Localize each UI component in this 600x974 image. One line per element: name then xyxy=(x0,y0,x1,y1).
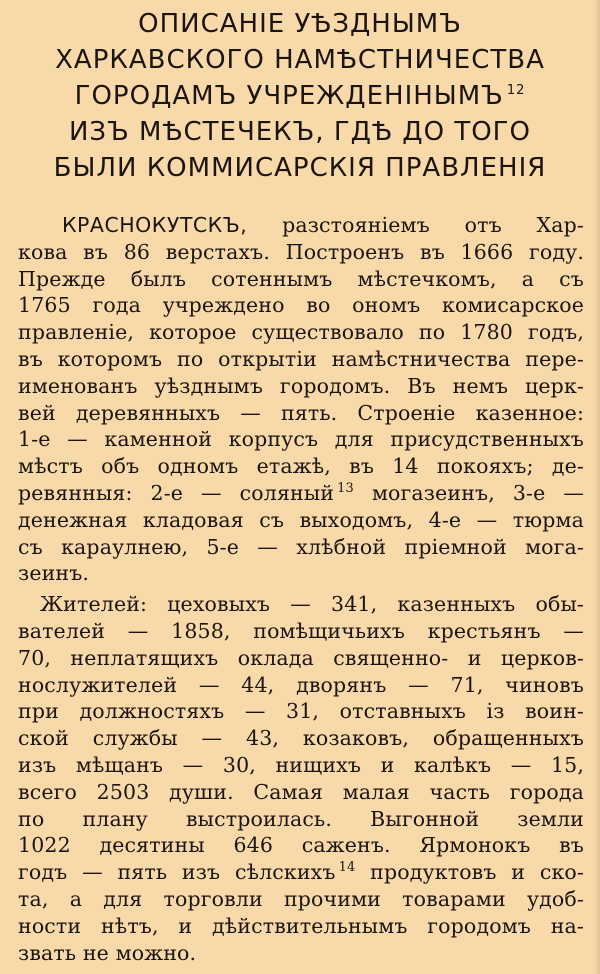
town-name: КРАСНОКУТСКЪ, xyxy=(62,213,248,237)
document-title xyxy=(30,6,570,186)
text-line: ревянныя: 2-е — соляный $^{13}$ могазеинъ, 3-е — xyxy=(18,480,585,505)
text-line: вателей — 1858, помѣщичьихъ крестьянъ — xyxy=(18,618,584,643)
text-line: правленіе, которое существовало по 1780 годъ, xyxy=(18,320,584,345)
text-line: съ караулнею, 5-е — хлѣбной пріемной мога- xyxy=(18,534,584,559)
text-line: кова въ 86 верстахъ. Построенъ въ 1666 году. xyxy=(18,239,584,264)
text-line: мѣстъ объ одномъ етажѣ, въ 14 покояхъ; де- xyxy=(18,454,584,479)
paragraph-1 xyxy=(18,212,584,587)
title-line: ОПИСАНІЕ УѢЗДНЫМЪ xyxy=(138,9,462,39)
text-line: Жителей: цеховыхъ — 341, казенныхъ обы- xyxy=(40,592,584,617)
text-line: 70, неплатящихъ оклада священно- и церков- xyxy=(18,645,584,670)
title-line: ХАРКАВСКОГО НАМѢСТНИЧЕСТВА xyxy=(55,45,545,75)
footnote-marker: 13 xyxy=(337,481,354,497)
text-line: вей деревянныхъ — пять. Строеніе казенное: xyxy=(18,400,584,425)
text-line: денежная кладовая съ выходомъ, 4-е — тюрма xyxy=(18,507,584,532)
footnote-marker: 12 xyxy=(506,83,526,99)
text-line: годъ — пять изъ сѣлскихъ $^{14}$ продуктовъ и ско- xyxy=(18,860,585,885)
text-line: въ которомъ по открытіи намѣстничества пере- xyxy=(18,346,584,371)
page-edge-shadow xyxy=(594,0,600,974)
text-line: по плану выстроилась. Выгонной земли xyxy=(18,806,584,831)
title-line: ИЗЪ МѢСТЕЧЕКЪ, ГДѢ ДО ТОГО xyxy=(68,117,532,147)
text-line: КРАСНОКУТСКЪ, разстояніемъ отъ Хар- xyxy=(62,213,584,237)
document-body xyxy=(18,212,584,966)
paragraph-2 xyxy=(18,591,584,966)
text-line: ности нѣтъ, и дѣйствительнымъ городомъ на- xyxy=(18,913,584,938)
text-line: та, а для торговли прочими товарами удоб- xyxy=(18,886,584,911)
text-line: Прежде былъ сотеннымъ мѣстечкомъ, а съ xyxy=(18,266,584,291)
text-line: ской службы — 43, козаковъ, обращенныхъ xyxy=(18,726,584,751)
text-line: 1-е — каменной корпусъ для присудственныхъ xyxy=(18,427,584,452)
text-line: зеинъ. xyxy=(18,561,90,586)
text-line: именованъ уѣзднымъ городомъ. Въ немъ церк- xyxy=(18,373,584,398)
text-line: 1022 десятины 646 саженъ. Ярмонокъ въ xyxy=(18,833,584,858)
text-line: при должностяхъ — 31, отставныхъ із воин- xyxy=(18,699,584,724)
title-line-text: ГОРОДАМЪ УЧРЕЖДЕНІНЫМЪ xyxy=(74,81,504,111)
footnote-marker: 14 xyxy=(338,860,356,876)
text-line: всего 2503 души. Самая малая часть города xyxy=(18,779,584,804)
text-line: изъ мѣщанъ — 30, нищихъ и калѣкъ — 15, xyxy=(18,752,584,777)
title-line: БЫЛИ КОММИСАРСКІЯ ПРАВЛЕНІЯ xyxy=(53,153,547,183)
text-line: звать не можно. xyxy=(18,940,197,965)
text-line: нослужителей — 44, дворянъ — 71, чиновъ xyxy=(18,672,584,697)
title-line xyxy=(30,78,570,114)
text-line: 1765 года учреждено во ономъ комисарское xyxy=(18,293,584,318)
